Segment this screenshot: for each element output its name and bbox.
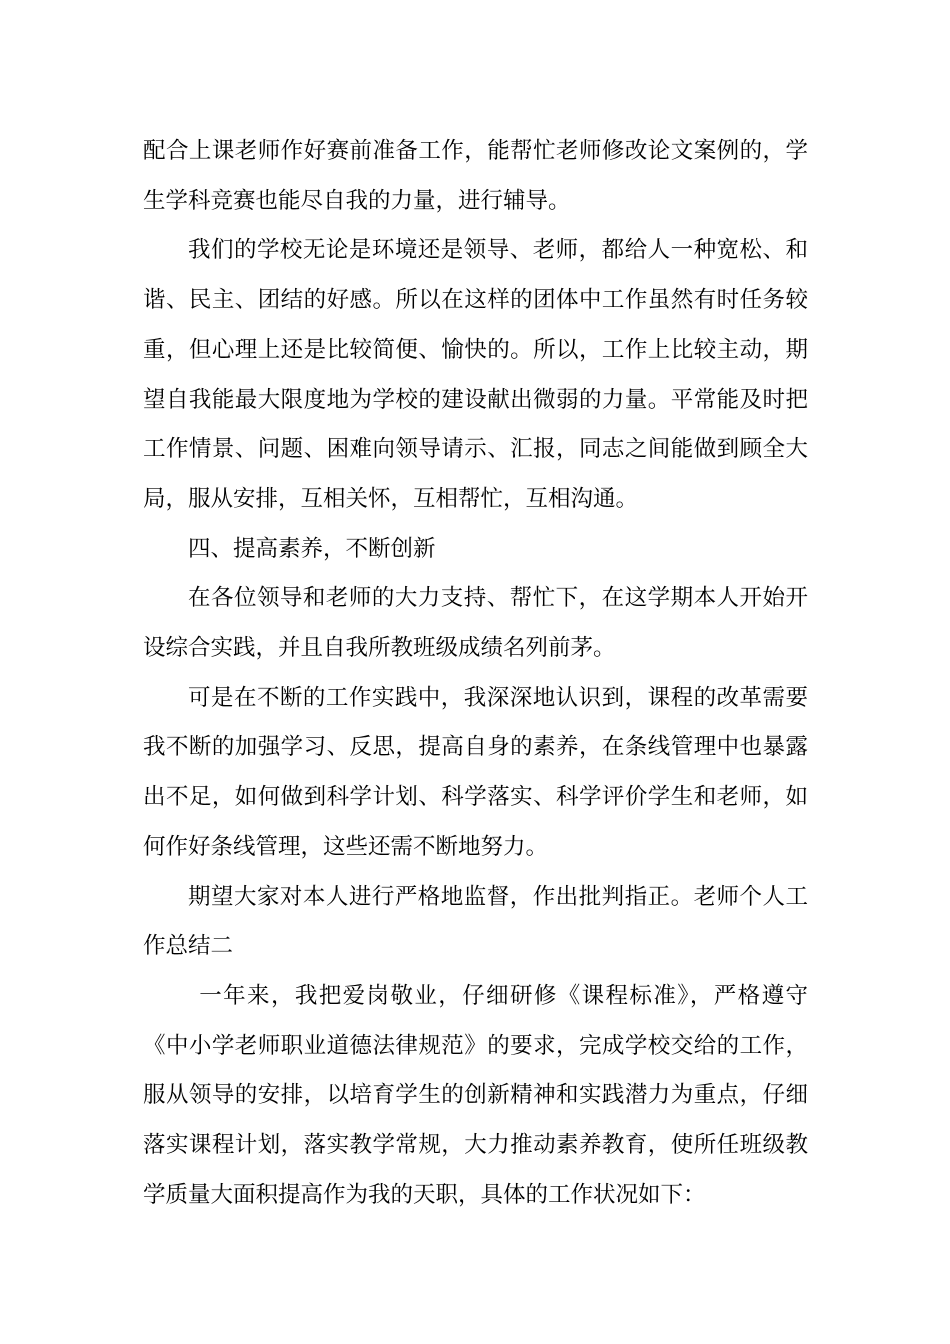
paragraph-reflection: 可是在不断的工作实践中，我深深地认识到，课程的改革需要我不断的加强学习、反思，提高自身的素养，在条线管理中也暴露出不足，如何做到科学计划、科学落实、科学评价学生和老师，如何作好条线管理，这些还需不断地努力。 <box>143 684 808 860</box>
paragraph-continuation: 配合上课老师作好赛前准备工作，能帮忙老师修改论文案例的，学生学科竞赛也能尽自我的力量，进行辅导。 <box>143 138 808 214</box>
document-body <box>143 127 808 1220</box>
paragraph-year-review: 一年来，我把爱岗敬业，仔细研修《课程标准》，严格遵守《中小学老师职业道德法律规范》的要求，完成学校交给的工作，服从领导的安排，以培育学生的创新精神和实践潜力为重点，仔细落实课程计划，落实教学常规，大力推动素养教育，使所任班级教学质量大面积提高作为我的天职，具体的工作状况如下： <box>143 982 808 1208</box>
paragraph-school-environment: 我们的学校无论是环境还是领导、老师，都给人一种宽松、和谐、民主、团结的好感。所以在这样的团体中工作虽然有时任务较重，但心理上还是比较简便、愉快的。所以，工作上比较主动，期望自我能最大限度地为学校的建设献出微弱的力量。平常能及时把工作情景、问题、困难向领导请示、汇报，同志之间能做到顾全大局，服从安排，互相关怀，互相帮忙，互相沟通。 <box>143 237 808 512</box>
section-heading-4: 四、提高素养，不断创新 <box>188 535 436 562</box>
paragraph-support: 在各位领导和老师的大力支持、帮忙下，在这学期本人开始开设综合实践，并且自我所教班级成绩名列前茅。 <box>143 585 808 662</box>
paragraph-closing-summary-two-title: 期望大家对本人进行严格地监督，作出批判指正。老师个人工作总结二 <box>143 883 808 960</box>
